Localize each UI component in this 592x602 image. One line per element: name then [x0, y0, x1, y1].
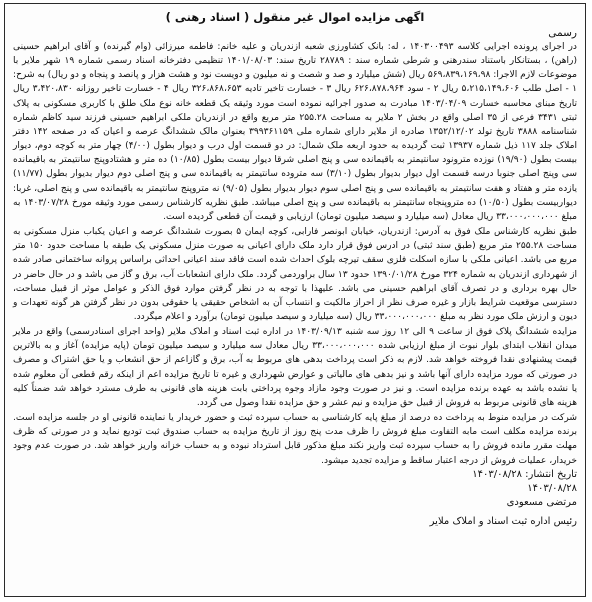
signer-title: رئیس اداره ثبت اسناد و املاک ملایر [429, 515, 577, 527]
notice-paragraph-appraisal: طبق نظریه کارشناس ملک فوق به آدرس: ازندریان، خیابان ابونصر فارابی، کوچه ایمان ۵ بصورت ششدانگ عرصه و اعیان یکباب منزل مسکونی به مساحت ۲۵۵.۲۸ متر مربع (طبق سند ثبتی) در ادرس فوق قرار دارد ملک دارای اعیانی به صورت منزل مسکونی یک طبقه با مساحت حدود ۱۵۰ متر مربع می باشد. اعیانی ملکی با سازه اسکلت فلزی سقف تیرچه بلوک احداث شده است فاقد سند اعیانی احداثی براساس پروانه ساختمانی صادر شده از شهرداری ازندریان به شماره ۳۲۴ مورخ ۱۳۹۰/۰۱/۲۸ حدود ۱۳ سال براوردمی گردد. ملک دارای انشعابات آب، برق و گاز می باشد و در حال حاضر در حال بهره برداری و در تصرف آقای ابراهیم حسینی می باشد. علیهذا با توجه به در نظر گرفتن موارد فوق الذکر و عوامل موثر از قبیل مساحت، دسترسی موقعیت شرایط بازار و غیره صرف نظر از احراز مالکیت و انتساب آن به اشخاص حقیقی یا حقوقی بدون در نظر گرفتن هر گونه تعهدات و دیون و ارزش ملک مورد نظر به مبلغ ۳۳،۰۰۰،۰۰۰،۰۰۰ ریال (سه میلیارد و سیصد میلیون تومان) برآورد و اعلام میگردد. [13, 227, 578, 322]
notice-paragraph-auction-terms: مزایده ششدانگ پلاک فوق از ساعت ۹ الی ۱۲ روز سه شنبه ۱۴۰۳/۰۹/۱۳ در اداره ثبت اسناد و املاک ملایر (واحد اجرای اسنادرسمی) واقع در ملایر میدان انقلاب ابتدای بلوار نبوت از مبلغ ارزیابی شده ۳۳،۰۰۰،۰۰۰،۰۰۰ ریال معادل سه میلیارد و سیصد میلیون تومان (پایه مزایده) آغاز و به بالاترین قیمت پیشنهادی نقدا فروخته خواهد شد. لازم به ذکر است پرداخت بدهی های مربوط به آب، برق و گازاعم از حق انشعاب و یا حق اشتراک و مصرف در صورتی که مورد مزایده دارای آنها باشد و نیز بدهی های مالیاتی و عوارض شهرداری و غیره تا تاریخ مزایده اعم از اینکه رقم قطعی آن معلوم شده یا نشده باشد به عهده برنده مزایده است. و نیز در صورت وجود مازاد وجوه پرداختی بابت هزینه های قانونی به طرف مسترد خواهد شد ضمناً کلیه هزینه های قانونی مربوط به فروش از قبیل حق مزایده و نیم عشر و حق مزایده نقدا وصول می گردد. [13, 327, 578, 408]
notice-title: اگهی مزایده اموال غیر منقول ( اسناد رهنی ) [165, 10, 425, 24]
notice-category: رسمی [548, 27, 577, 39]
notice-paragraph-case: در اجرای پرونده اجرایی کلاسه ۱۴۰۳۰۰۴۹۳ ، له: بانک کشاورزی شعبه ازندریان و علیه خانم: فاطمه میرزائی (وام گیرنده) و آقای ابراهیم حسینی (راهن) ، بستانکار باستناد سندرهنی و شرطی شماره سند : ۲۸۷۸۹ تاریخ سند: ۱۴۰۱/۰۸/۰۳ تنظیمی دفترخانه اسناد رسمی شماره ۱۹ شهر ملایر با موضوعات لازم الاجرا: ۵۶۹،۸۳۹،۱۶۹،۹۸ ریال (شش میلیارد و صد و شصت و نه میلیون و دویست نود و هشت هزار و پانصد و پنجاه و دو ریال) به شرح: ۱ - اصل طلب ۵،۲۱۵،۱۴۹،۶۰۶ ریال ۲ - سود ۶۲۶،۸۷۸،۹۶۴ ریال ۳ - خسارت تاخیر تادیه ۳۲۶،۸۶۸،۶۵۳ ریال ۴ - خسارت تاخیر روزانه ۳،۴۲۰،۸۳۰ ریال تاریخ مبنای محاسبه خسارت ۱۴۰۳/۰۴/۰۹ مبادرت به صدور اجرائیه نموده است مورد وثیقه یک قطعه خانه نوع ملک طلق با کاربری مسکونی به پلاک ثبتی ۳۴۳۱ فرعی از ۳۵ اصلی واقع در بخش ۲ ملایر به مساحت ۲۵۵.۲۸ متر مربع واقع در ازندریان ملکی ابراهیم حسینی فرزند سید کاظم شماره شناسنامه ۳۸۸۸ تاریخ تولد ۱۳۵۲/۱۲/۰۲ صادره از ملایر دارای شماره ملی ۳۹۹۳۶۱۱۵۹ بعنوان مالک ششدانگ عرصه و اعیان که در صفحه ۱۴۲ دفتر املاک جلد ۱۱۷ ذیل شماره ۱۳۹۳۷ ثبت گردیده به حدود اربعه ملک شمال: در دو قسمت اول درب و دیوار بطول (۴/۰۰) چهار متر به کوچه دوم، دیوار بیست بطول (۱۹/۹۰) نوزده مترونود سانتیمتر به باقیمانده سی و پنج اصلی شرقا دیوار بیست بطول (۱۰/۸۵) ده متر و هشتادوپنج سانتیمتر به باقیمانده سی وپنج اصلی جنوبا درسه قسمت اول دیوار بدیوار بطول (۳/۱۰) سه متروده سانتیمتر به باقیمانده سی و پنج اصلی دوم دیوار بدیوار بطول (۱۱/۷۷) یازده متر و هفتاد و هفت سانتیمتر به باقیمانده سی و پنج اصلی سوم دیوار بدیوار بطول (۹/۰۵) نه متروپنج سانتیمتر به باقیمانده سی و پنج اصلی، غربا: دیواربیست بطول (۱۰/۵۰) ده متروپنجاه سانتیمتر به باقیمانده سی و پنج اصلی میباشد. طبق نظریه کارشناس رسمی مورد وثیقه مورخ ۱۴۰۳/۰۷/۲۸ به مبلغ ۳۳،۰۰۰،۰۰۰،۰۰۰ ریال معادل (سه میلیارد و سیصد میلیون تومان) ارزیابی و قیمت آن قطعی گردیده است. [13, 42, 578, 222]
notice-paragraph-participation: شرکت در مزایده منوط به پرداخت ده درصد از مبلغ پایه کارشناسی به حساب سپرده ثبت و حضور خریدار یا نماینده قانونی او در جلسه مزایده است. برنده مزایده مکلف است مابه التفاوت مبلغ فروش را ظرف مدت پنج روز از تاریخ مزایده به حساب صندوق ثبت تودیع نماید و در صورتی که ظرف مهلت مقرر مانده فروش را به حساب سپرده ثبت واریز نکند مبلغ مذکور قابل استرداد نبوده و به حساب خزانه واریز خواهد شد. در صورت عدم وجود خریدار، عملیات فروش از درجه اعتبار ساقط و مزایده تجدید میشود. [13, 413, 577, 466]
publish-date: تاریخ انتشار: ۱۴۰۳/۰۸/۲۸ [472, 468, 577, 480]
signer-name: مرتضی مسعودی [506, 496, 577, 508]
publish-date-repeat: ۱۴۰۳/۰۸/۲۸ [527, 482, 577, 494]
auction-notice [4, 3, 586, 597]
